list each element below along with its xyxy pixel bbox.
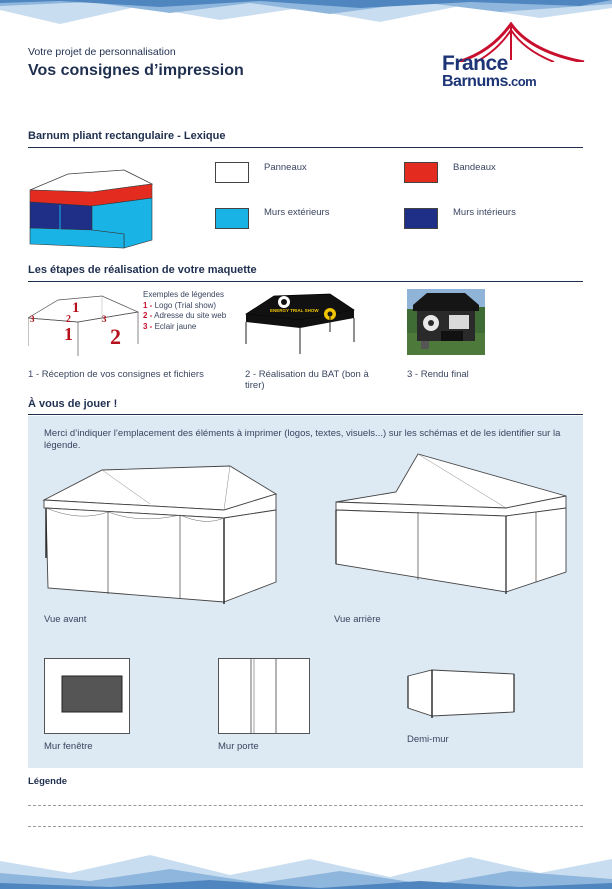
- swatch-murs-exterieurs: [215, 208, 249, 229]
- half-wall-label: Demi-mur: [407, 734, 449, 745]
- divider: [28, 414, 583, 415]
- header-subtitle: Votre projet de personnalisation: [28, 46, 176, 58]
- label-panneaux: Panneaux: [264, 162, 307, 173]
- front-view-label: Vue avant: [44, 614, 87, 625]
- legend-line-2[interactable]: [28, 826, 583, 827]
- example-num: 1 -: [143, 300, 153, 310]
- etapes-title: Les étapes de réalisation de votre maquette: [28, 264, 257, 276]
- bottom-decoration: [0, 847, 612, 889]
- sketch-number-3-small: 3: [102, 314, 107, 324]
- divider: [28, 281, 583, 282]
- example-item: [143, 311, 226, 322]
- tent-front-view[interactable]: [40, 462, 280, 607]
- logo-word-france: France: [442, 52, 508, 75]
- example-item: [143, 301, 226, 312]
- example-num: 2 -: [143, 311, 153, 320]
- bat-tent-image: [244, 292, 356, 356]
- legend-title: Légende: [28, 776, 68, 787]
- example-text: Eclair jaune: [154, 321, 197, 331]
- window-wall-label: Mur fenêtre: [44, 741, 93, 752]
- label-murs-exterieurs: Murs extérieurs: [264, 207, 330, 218]
- door-wall-label: Mur porte: [218, 741, 259, 752]
- lexique-tent-illustration: [28, 168, 156, 250]
- label-bandeaux: Bandeaux: [453, 162, 496, 173]
- lexique-title: Barnum pliant rectangulaire - Lexique: [28, 130, 226, 142]
- sketch-tent-numbered: [28, 292, 140, 362]
- step-3-label: 3 - Rendu final: [407, 369, 469, 380]
- back-view-label: Vue arrière: [334, 614, 381, 625]
- step-1-label: 1 - Réception de vos consignes et fichiers: [28, 369, 204, 380]
- legend-line-1[interactable]: [28, 805, 583, 806]
- swatch-panneaux: [215, 162, 249, 183]
- swatch-bandeaux: [404, 162, 438, 183]
- example-text: Adresse du site web: [154, 311, 227, 320]
- examples-heading: Exemples de légendes: [143, 290, 224, 299]
- example-text: Logo (Trial show): [154, 300, 217, 310]
- sketch-number-1-large: 1: [64, 324, 73, 344]
- window-wall[interactable]: [44, 658, 130, 734]
- example-num: 3 -: [143, 321, 153, 331]
- sketch-number-2: 2: [66, 314, 71, 325]
- logo-brand: Barnums: [442, 73, 508, 90]
- page-title: Vos consignes d’impression: [28, 62, 244, 79]
- logo-domain: .com: [507, 74, 537, 89]
- jouer-title: À vous de jouer !: [28, 398, 118, 410]
- step-2-label: 2 - Réalisation du BAT (bon à tirer): [245, 369, 369, 391]
- sketch-number-1: 1: [72, 300, 80, 316]
- label-murs-interieurs: Murs intérieurs: [453, 207, 516, 218]
- half-wall[interactable]: [406, 668, 516, 722]
- final-render-photo: [407, 289, 485, 355]
- bat-banner-text: ENERGY TRIAL SHOW: [270, 308, 319, 313]
- example-item: [143, 322, 226, 333]
- tent-back-view[interactable]: [334, 452, 574, 602]
- swatch-murs-interieurs: [404, 208, 438, 229]
- sketch-number-3: 3: [30, 314, 35, 324]
- sketch-number-2-large: 2: [110, 324, 121, 349]
- legend-examples: [143, 290, 226, 332]
- france-barnums-logo: [436, 22, 586, 96]
- door-wall[interactable]: [218, 658, 310, 734]
- instructions-text: Merci d’indiquer l’emplacement des éléments à imprimer (logos, textes, visuels...) sur les schémas et de les identifier sur la légende.: [44, 428, 561, 451]
- logo-word-barnums: [442, 73, 536, 91]
- divider: [28, 147, 583, 148]
